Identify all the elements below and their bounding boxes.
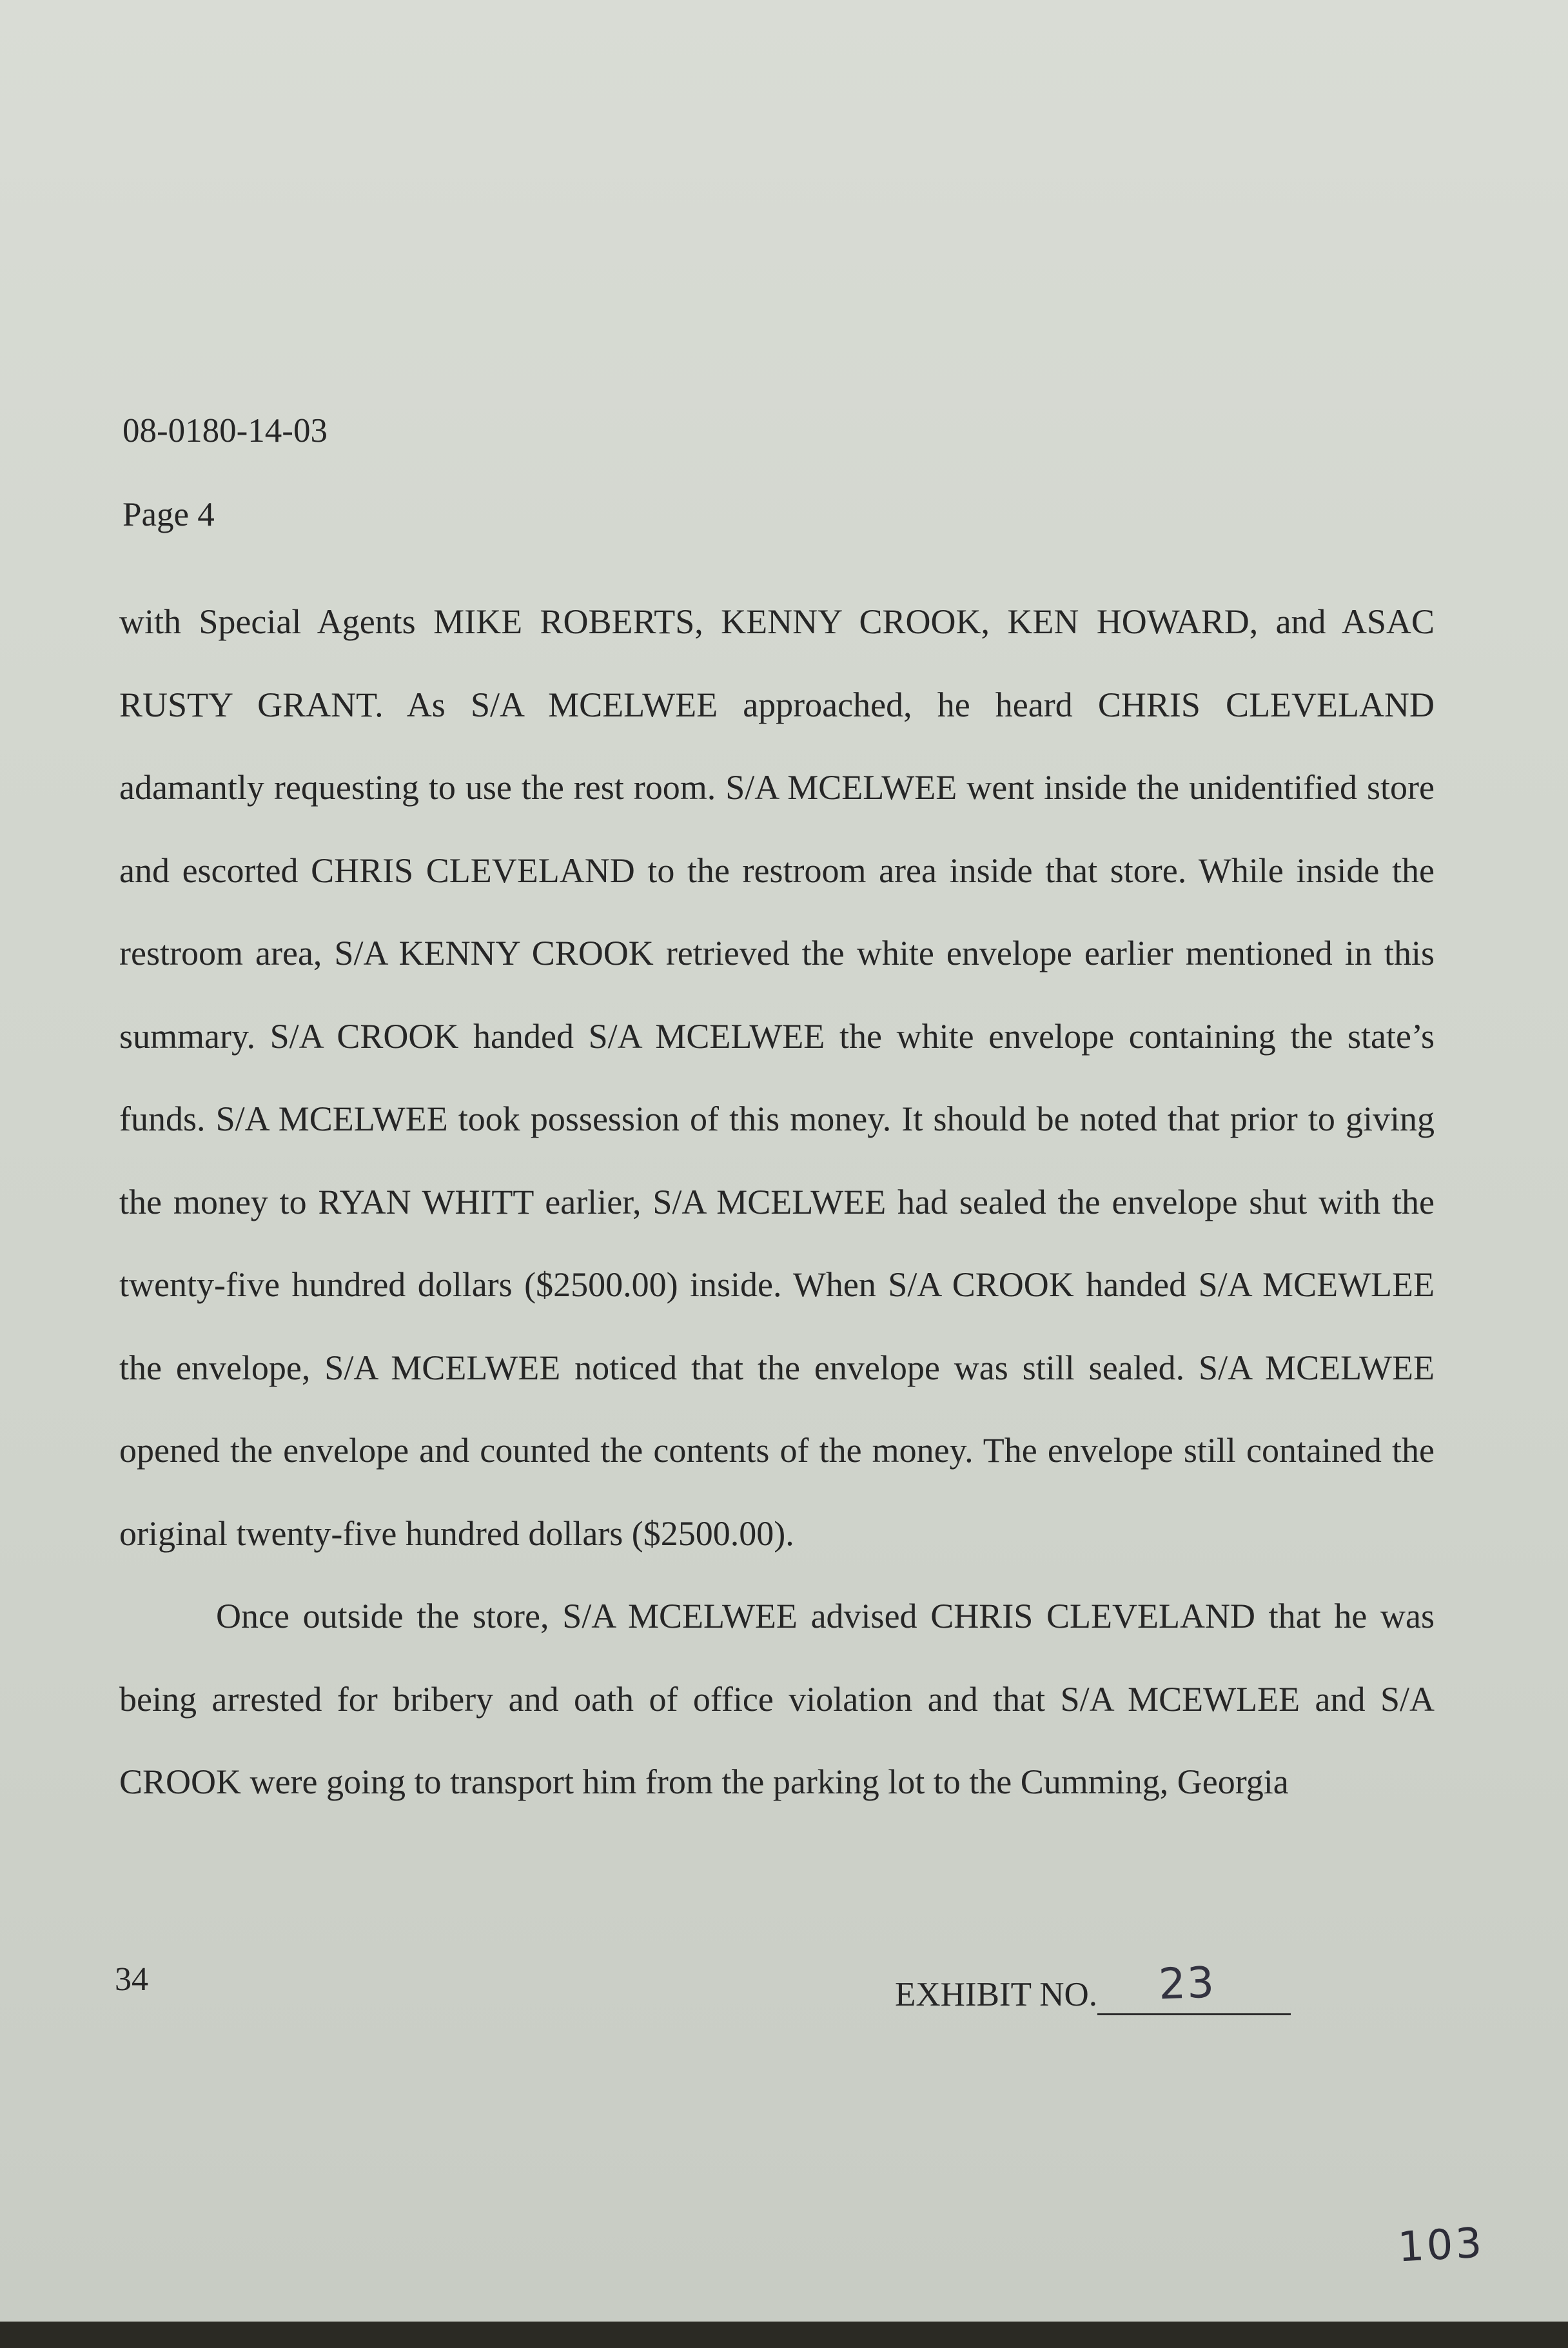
handwritten-page-number: 103 bbox=[1396, 2219, 1486, 2272]
paragraph-2: Once outside the store, S/A MCELWEE advised CHRIS CLEVELAND that he was being arrested for bribery and oath of office violation and that S/A MCEWLEE and S/A CROOK were going to transport him from the parking lot to the Cumming, Georgia bbox=[119, 1597, 1435, 1801]
page-label: Page 4 bbox=[122, 496, 215, 533]
document-body bbox=[119, 580, 1435, 1824]
exhibit-number-line bbox=[1097, 1957, 1291, 2015]
exhibit-label: EXHIBIT NO. bbox=[895, 1976, 1098, 2013]
file-number: 08-0180-14-03 bbox=[122, 412, 328, 449]
scan-edge-shadow bbox=[0, 2322, 1568, 2348]
exhibit-stamp bbox=[895, 1957, 1291, 2015]
footer-page-number: 34 bbox=[115, 1961, 148, 1998]
exhibit-number: 23 bbox=[1157, 1957, 1217, 2009]
paragraph-1: with Special Agents MIKE ROBERTS, KENNY CROOK, KEN HOWARD, and ASAC RUSTY GRANT. As S/A MCELWEE approached, he heard CHRIS CLEVELAND adamantly requesting to use the rest room. S/A MCELWEE went inside the unidentified store and escorted CHRIS CLEVELAND to the restroom area inside that store. While inside the restroom area, S/A KENNY CROOK retrieved the white envelope earlier mentioned in this summary. S/A CROOK handed S/A MCELWEE the white envelope containing the state’s funds. S/A MCELWEE took possession of this money. It should be noted that prior to giving the money to RYAN WHITT earlier, S/A MCELWEE had sealed the envelope shut with the twenty-five hundred dollars ($2500.00) inside. When S/A CROOK handed S/A MCEWLEE the envelope, S/A MCELWEE noticed that the envelope was still sealed. S/A MCELWEE opened the envelope and counted the contents of the money. The envelope still contained the original twenty-five hundred dollars ($2500.00). bbox=[119, 602, 1435, 1553]
